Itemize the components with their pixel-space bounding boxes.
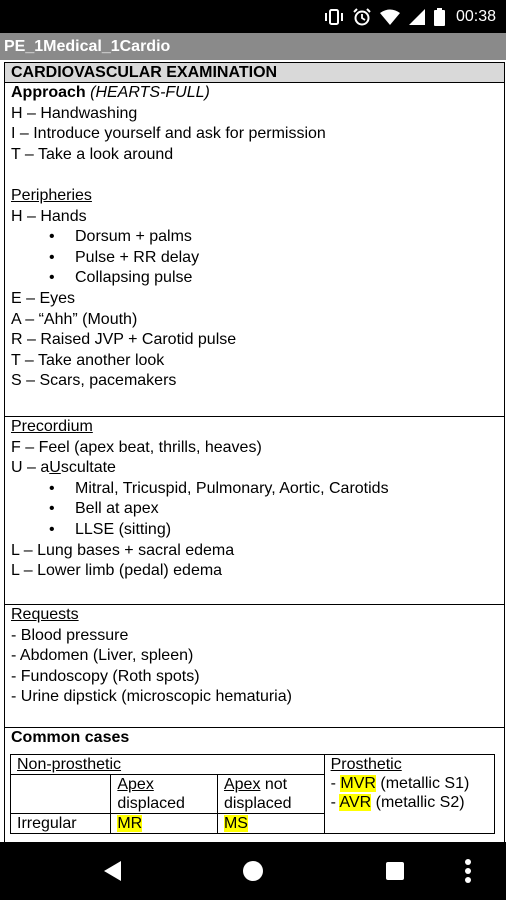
approach-line: I – Introduce yourself and ask for permission [11, 125, 326, 143]
precordium-line: L – Lung bases + sacral edema [11, 541, 235, 559]
document-view[interactable] [0, 60, 506, 842]
bullet-item: • Dorsum + palms [49, 228, 192, 246]
overflow-menu-button[interactable] [430, 842, 506, 900]
peripheries-line: E – Eyes [11, 289, 76, 307]
approach-line: T – Take a look around [11, 145, 174, 163]
prosthetic-header: Prosthetic [330, 756, 402, 773]
precordium-heading: Precordium [11, 418, 93, 435]
exam-table [4, 62, 505, 842]
peripheries-line: S – Scars, pacemakers [11, 372, 177, 390]
alarm-icon [353, 8, 371, 26]
irregular-label: Irregular [11, 814, 111, 834]
requests-section [5, 605, 504, 728]
app-title: PE_1Medical_1Cardio [4, 38, 171, 55]
apex-not-displaced-header: Apex not displaced [217, 775, 324, 814]
status-bar [0, 0, 506, 33]
non-prosthetic-header: Non-prosthetic [11, 755, 325, 775]
home-icon [241, 859, 265, 883]
approach-peripheries-section [5, 83, 504, 417]
recents-button[interactable] [355, 842, 435, 900]
signal-icon [409, 9, 425, 25]
spacer [11, 165, 498, 186]
apex-displaced-header: Apex displaced [111, 775, 218, 814]
clock: 00:38 [455, 7, 496, 25]
empty-cell [11, 775, 111, 814]
bullet-item: • Mitral, Tricuspid, Pulmonary, Aortic, Carotids [49, 479, 389, 497]
home-button[interactable] [213, 842, 293, 900]
irregular-displaced-cell: MR [111, 814, 218, 834]
precordium-line: L – Lower limb (pedal) edema [11, 562, 223, 580]
peripheries-line: R – Raised JVP + Carotid pulse [11, 331, 237, 349]
back-button[interactable] [72, 842, 152, 900]
peripheries-heading: Peripheries [11, 186, 92, 204]
bullet-item: • Collapsing pulse [49, 269, 193, 287]
request-line: - Blood pressure [11, 626, 129, 644]
bullet-item: • Bell at apex [49, 500, 159, 518]
prosthetic-cell [324, 755, 494, 834]
peripheries-line: T – Take another look [11, 351, 165, 369]
back-icon [101, 859, 123, 883]
request-line: - Urine dipstick (microscopic hematuria) [11, 688, 292, 706]
exam-title: CARDIOVASCULAR EXAMINATION [5, 63, 504, 83]
common-cases-heading: Common cases [11, 729, 130, 746]
auscultate-line: U – aUscultate [11, 459, 116, 477]
hands-line: H – Hands [11, 207, 87, 225]
navigation-bar [0, 842, 506, 900]
bullet-item: • Pulse + RR delay [49, 248, 200, 266]
precordium-section [5, 417, 504, 605]
vibrate-icon [324, 9, 344, 25]
recents-icon [384, 860, 406, 882]
peripheries-line: A – “Ahh” (Mouth) [11, 310, 138, 328]
request-line: - Fundoscopy (Roth spots) [11, 667, 200, 685]
battery-icon [434, 8, 445, 26]
wifi-icon [380, 9, 400, 25]
app-title-bar [0, 33, 506, 60]
prosthetic-item: - AVR (metallic S2) [330, 794, 465, 811]
common-cases-table [10, 754, 495, 834]
feel-line: F – Feel (apex beat, thrills, heaves) [11, 438, 262, 456]
overflow-menu-icon [464, 858, 472, 884]
prosthetic-item: - MVR (metallic S1) [330, 775, 470, 792]
approach-line: H – Handwashing [11, 104, 138, 122]
request-line: - Abdomen (Liver, spleen) [11, 647, 194, 665]
irregular-not-displaced-cell: MS [217, 814, 324, 834]
approach-heading: Approach (HEARTS-FULL) [11, 84, 210, 101]
requests-heading: Requests [11, 606, 79, 623]
bullet-item: • LLSE (sitting) [49, 520, 172, 538]
